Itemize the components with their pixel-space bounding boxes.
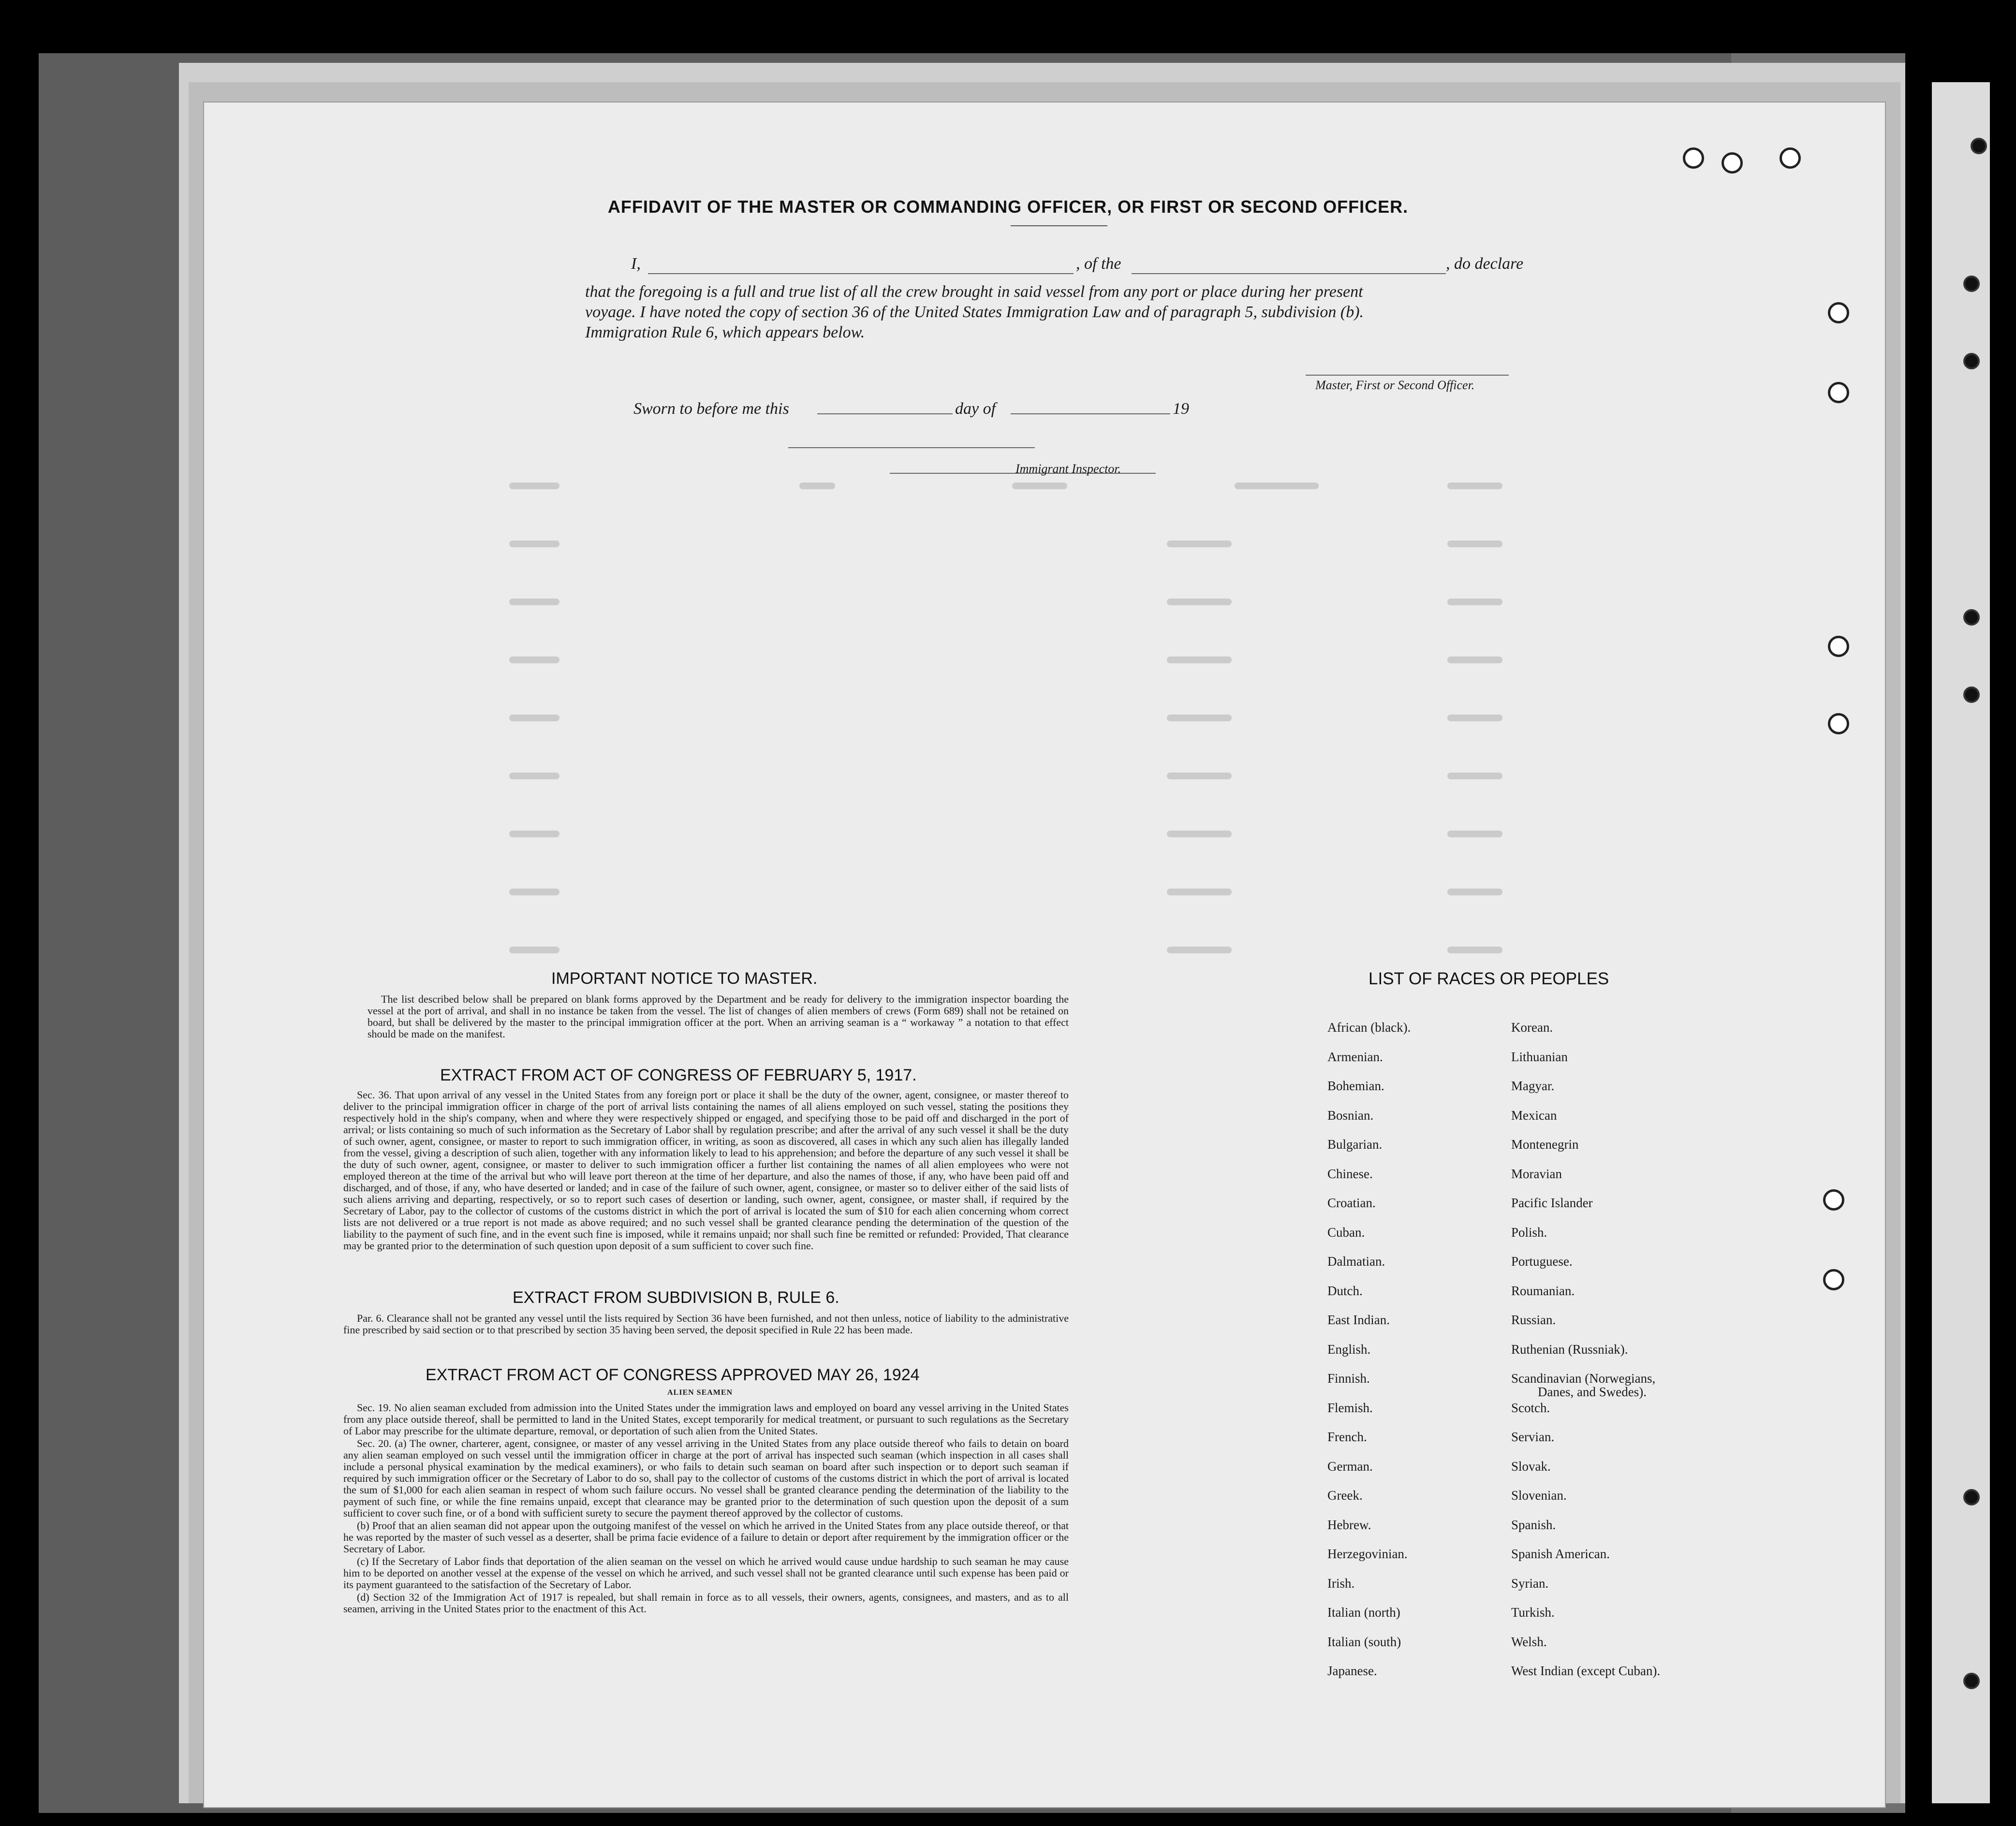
affidavit-i: I, <box>631 255 641 273</box>
race-item: Armenian. <box>1327 1049 1383 1064</box>
race-item: Cuban. <box>1327 1225 1365 1240</box>
race-item: Japanese. <box>1327 1664 1377 1678</box>
notice-text: The list described below shall be prepared on blank forms approved by the Department and be ready for delivery to the immigration inspector boarding the vessel at the port of arrival, and shall in no instance be taken from the vessel. The list of changes of alien members of crews (Form 689) shall not be retained on board, but shall be delivered by the master to the principal immigration officer at the port. When an arriving seaman is a “ workaway ” a notation to that effect should be made on the manifest. <box>368 993 1069 1040</box>
race-item: Lithuanian <box>1511 1049 1568 1064</box>
race-item: Irish. <box>1327 1576 1355 1591</box>
race-item: Greek. <box>1327 1488 1363 1503</box>
race-item: Bohemian. <box>1327 1079 1384 1093</box>
race-item: Korean. <box>1511 1020 1553 1035</box>
race-item: Spanish. <box>1511 1517 1556 1532</box>
sworn-prefix: Sworn to before me this <box>633 400 789 418</box>
race-item: Finnish. <box>1327 1371 1370 1386</box>
race-item: English. <box>1327 1342 1371 1357</box>
punch-hole <box>1683 147 1704 169</box>
sworn-month-field[interactable] <box>1011 413 1170 414</box>
extract-1924-sec20c: (c) If the Secretary of Labor finds that deportation of the alien seaman on the vessel on which he arrived would cause undue hardship to such seaman he may cause him to be deported on another vessel at the expense of the vessel on which he arrived, and such vessel shall not be granted clearance until such expense has been paid or its payment guaranteed to the satisfaction of the Secretary of Labor. <box>343 1555 1069 1591</box>
race-item: Dutch. <box>1327 1283 1363 1298</box>
bleed-through-lines <box>329 476 1634 1008</box>
affidavit-declare: , do declare <box>1446 255 1524 273</box>
race-item: Bosnian. <box>1327 1108 1374 1123</box>
race-item: Italian (south) <box>1327 1634 1401 1649</box>
punch-hole <box>1823 1189 1844 1211</box>
affidavit-body-line2: voyage. I have noted the copy of section 36 of the United States Immigration Law and of paragraph 5, subdivision (b). <box>585 303 1364 321</box>
race-item: Slovak. <box>1511 1459 1551 1474</box>
binder-hole <box>1963 609 1980 626</box>
race-item: Welsh. <box>1511 1634 1547 1649</box>
extract-1917-text: Sec. 36. That upon arrival of any vessel in the United States from any foreign port or place it shall be the duty of the owner, agent, consignee, or master thereof to deliver to the principal immigration officer in charge of the port of arrival lists containing the names of all aliens employed on such vessel, stating the positions they respectively hold in the ship's company, when and where they were respectively shipped or engaged, and specifying those to be paid off and discharged in the port of arrival; or lists containing so much of such information as the Secretary of Labor shall by regulation prescribe; and after the arrival of any such vessel it shall be the duty of such owner, agent, consignee, or master to report to such immigration officer, in writing, as soon as discovered, all cases in which any such alien has illegally landed from the vessel, giving a description of such alien, together with any information likely to lead to his apprehension; and before the departure of any such vessel it shall be the duty of such owner, agent, consignee, or master to deliver to such immigration officer a further list containing the names of all alien employees who were not employed thereon at the time of the arrival but who will leave port thereon at the time of her departure, and also the names of those, if any, who have been paid off and discharged, and of those, if any, who have deserted or landed; and in case of the failure of such owner, agent, consignee, or master so to deliver either of the said lists of such aliens arriving and departing, respectively, or so to report such cases of desertion or landing, such owner, agent, consignee, or master shall, if required by the Secretary of Labor, pay to the collector of customs of the customs district in which the port of arrival is located the sum of $10 for each alien concerning whom correct lists are not delivered or a true report is not made as above required; and no such vessel shall be granted clearance pending the determination of the question of the liability to the payment of such fine, and in the event such fine is imposed, while it remains unpaid; nor shall such fine be remitted or refunded: Provided, That clearance may be granted prior to the determination of such question upon deposit of a sum sufficient to cover such fine. <box>343 1089 1069 1252</box>
officer-signature-caption: Master, First or Second Officer. <box>1315 378 1475 392</box>
title-rule <box>1011 225 1107 226</box>
race-item: Mexican <box>1511 1108 1557 1123</box>
binder-hole <box>1963 1489 1980 1505</box>
race-item: French. <box>1327 1430 1367 1444</box>
extract-1924-subtitle: ALIEN SEAMEN <box>667 1388 733 1397</box>
races-title: LIST OF RACES OR PEOPLES <box>1369 969 1609 988</box>
affidavit-of-the: , of the <box>1076 255 1121 273</box>
binder-hole <box>1971 138 1987 154</box>
race-item: Slovenian. <box>1511 1488 1567 1503</box>
race-item: Pacific Islander <box>1511 1196 1593 1210</box>
race-item: Moravian <box>1511 1166 1562 1181</box>
race-item: Flemish. <box>1327 1400 1373 1415</box>
extract-1924-sec20a: Sec. 20. (a) The owner, charterer, agent, consignee, or master of any vessel arriving in the United States from any place outside thereof who fails to detain on board any alien seaman employed on such vessel until the immigration officer in charge at the port of arrival has inspected such seaman (which inspection in all cases shall include a personal physical examination by the medical examiners), or who fails to detain such seaman on board after such inspection or to deport such seaman if required by such immigration officer or the Secretary of Labor to do so, shall pay to the collector of customs of the customs district in which the port of arrival is located the sum of $1,000 for each alien seaman in respect of whom such failure occurs. No vessel shall be granted clearance pending the determination of the liability to the payment of such fine, or while the fine remains unpaid, except that clearance may be granted prior to the determination of such question upon the deposit of a sum sufficient to cover such fine, or of a bond with sufficient surety to secure the payment thereof approved by the collector of customs. <box>343 1437 1069 1519</box>
sworn-day-of: day of <box>955 400 996 418</box>
binder-hole <box>1963 276 1980 292</box>
sworn-day-field[interactable] <box>817 413 953 414</box>
binder-strip <box>1932 82 1990 1803</box>
punch-hole <box>1828 382 1849 403</box>
race-item: Servian. <box>1511 1430 1555 1444</box>
punch-hole <box>1823 1269 1844 1290</box>
race-item: Turkish. <box>1511 1605 1555 1620</box>
vessel-field[interactable] <box>1132 273 1446 274</box>
inspector-caption: Immigrant Inspector. <box>1015 462 1121 476</box>
race-item: Bulgarian. <box>1327 1137 1383 1152</box>
race-item: Spanish American. <box>1511 1547 1610 1561</box>
binder-hole <box>1963 1673 1980 1689</box>
inspector-signature-field[interactable] <box>788 447 1035 448</box>
race-item: Ruthenian (Russniak). <box>1511 1342 1628 1357</box>
extract-1924-body <box>343 1402 1069 1616</box>
race-item: Russian. <box>1511 1313 1556 1327</box>
notice-title: IMPORTANT NOTICE TO MASTER. <box>551 969 818 988</box>
race-item: Scandinavian (Norwegians, <box>1511 1371 1656 1386</box>
name-field[interactable] <box>648 273 1074 274</box>
race-item: Roumanian. <box>1511 1283 1575 1298</box>
race-item: West Indian (except Cuban). <box>1511 1664 1661 1678</box>
race-item: Hebrew. <box>1327 1517 1371 1532</box>
extract-1924-title: EXTRACT FROM ACT OF CONGRESS APPROVED MAY 26, 1924 <box>426 1366 920 1384</box>
extract-1924-sec19: Sec. 19. No alien seaman excluded from admission into the United States under the immigration laws and employed on board any vessel arriving in the United States from any place outside thereof, shall be permitted to land in the United States, except temporarily for medical treatment, or pursuant to such regulations as the Secretary of Labor may prescribe for the ultimate departure, removal, or deportation of such alien from the United States. <box>343 1402 1069 1437</box>
race-item: Magyar. <box>1511 1079 1555 1093</box>
binder-hole <box>1963 687 1980 703</box>
punch-hole <box>1780 147 1801 169</box>
affidavit-title: AFFIDAVIT OF THE MASTER OR COMMANDING OFFICER, OR FIRST OR SECOND OFFICER. <box>607 197 1409 217</box>
race-item: Portuguese. <box>1511 1254 1573 1269</box>
race-item: Chinese. <box>1327 1166 1373 1181</box>
race-item-continuation: Danes, and Swedes). <box>1538 1385 1647 1399</box>
race-item: East Indian. <box>1327 1313 1390 1327</box>
race-item: Scotch. <box>1511 1400 1550 1415</box>
officer-signature-field[interactable] <box>1306 375 1509 376</box>
extract-rule6-title: EXTRACT FROM SUBDIVISION B, RULE 6. <box>513 1288 839 1307</box>
extract-1917-title: EXTRACT FROM ACT OF CONGRESS OF FEBRUARY 5, 1917. <box>440 1066 917 1084</box>
punch-hole <box>1828 636 1849 657</box>
extract-1924-sec20d: (d) Section 32 of the Immigration Act of 1917 is repealed, but shall remain in force as to all vessels, their owners, agents, consignees, and masters, and as to all seamen, arriving in the United States prior to the enactment of this Act. <box>343 1591 1069 1615</box>
race-item: German. <box>1327 1459 1373 1474</box>
race-item: Polish. <box>1511 1225 1547 1240</box>
race-item: Montenegrin <box>1511 1137 1579 1152</box>
race-item: Dalmatian. <box>1327 1254 1385 1269</box>
punch-hole <box>1828 302 1849 323</box>
punch-hole <box>1828 713 1849 734</box>
race-item: African (black). <box>1327 1020 1411 1035</box>
extract-rule6-text: Par. 6. Clearance shall not be granted any vessel until the lists required by Section 36 have been furnished, and not then unless, notice of liability to the administrative fine prescribed by said section or to that prescribed by section 35 having been served, the deposit specified in Rule 22 has been made. <box>343 1312 1069 1336</box>
binder-hole <box>1963 353 1980 369</box>
sworn-year: 19 <box>1173 400 1189 418</box>
race-item: Herzegovinian. <box>1327 1547 1408 1561</box>
race-item: Syrian. <box>1511 1576 1549 1591</box>
punch-hole <box>1722 152 1743 174</box>
bleed-through-texture <box>329 476 1634 1008</box>
race-item: Italian (north) <box>1327 1605 1400 1620</box>
affidavit-body-line3: Immigration Rule 6, which appears below. <box>585 323 865 341</box>
affidavit-body-line1: that the foregoing is a full and true list of all the crew brought in said vessel from any port or place during her present <box>585 283 1363 301</box>
race-item: Croatian. <box>1327 1196 1376 1210</box>
extract-1924-sec20b: (b) Proof that an alien seaman did not appear upon the outgoing manifest of the vessel on which he arrived in the United States from any place outside thereof, or that he was reported by the master of such vessel as a deserter, shall be prima facie evidence of a failure to detain or deport after requirement by the immigration officer or the Secretary of Labor. <box>343 1519 1069 1555</box>
